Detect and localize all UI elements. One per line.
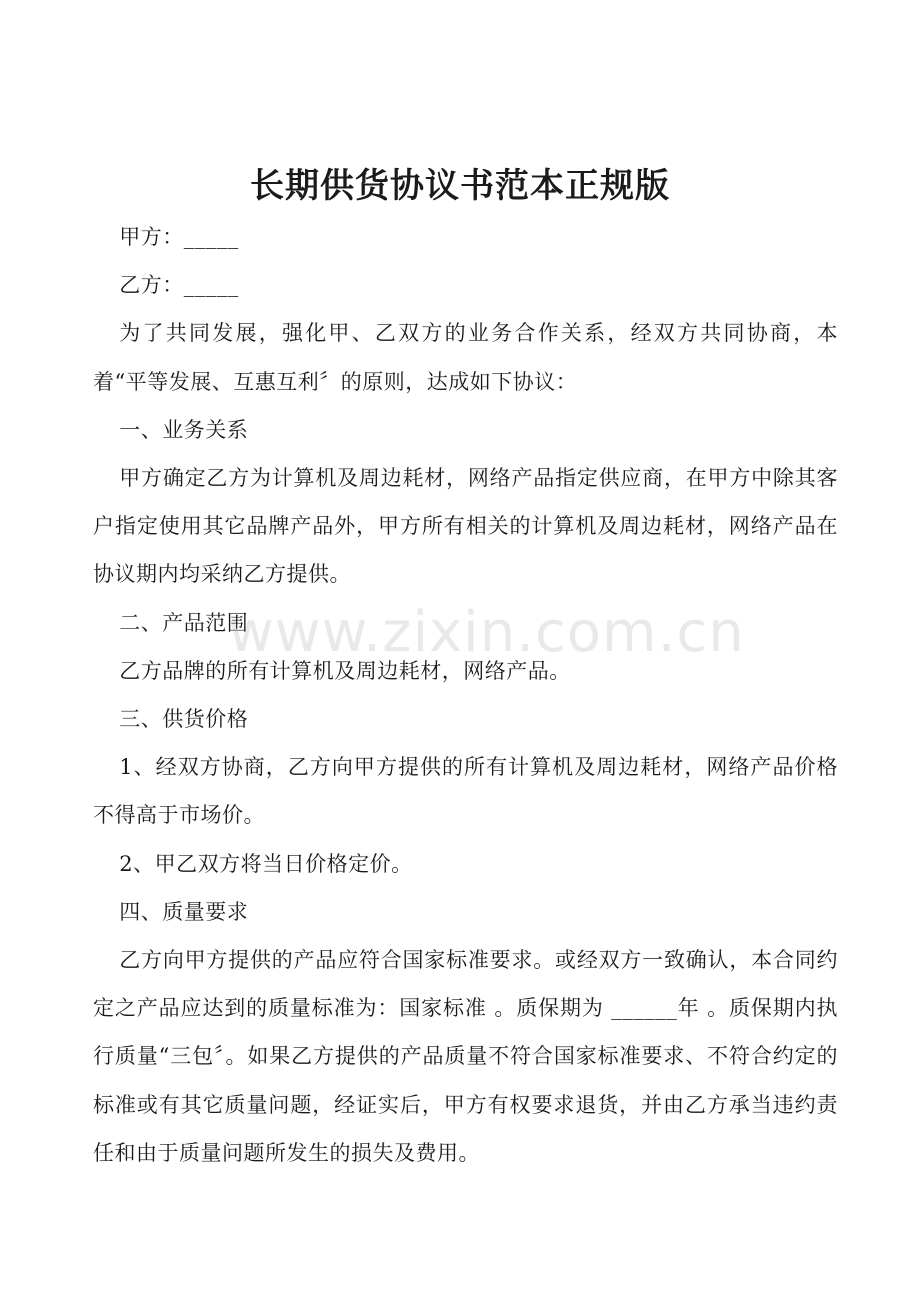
section-heading-quality-requirements: 四、质量要求 (119, 899, 249, 924)
document-body (93, 213, 838, 1177)
quality-requirements-paragraph: 乙方向甲方提供的产品应符合国家标准要求。或经双方一致确认，本合同约定之产品应达到的质量标准为：国家标准 。质保期为 ______年 。质保期内执行质量“三包〞。如果乙方提供的产品质量不符合国家标准要求、不符合约定的标准或有其它质量问题，经证实后，甲方有权要求退货，并由乙方承当违约责任和由于质量问题所发生的损失及费用。 (93, 948, 838, 1165)
party-b-line: 乙方：_____ (119, 273, 239, 298)
section-heading-product-scope: 二、产品范围 (119, 610, 249, 635)
section-heading-business-relationship: 一、业务关系 (119, 417, 249, 442)
party-a-line: 甲方：_____ (119, 225, 239, 249)
business-relationship-paragraph: 甲方确定乙方为计算机及周边耗材，网络产品指定供应商，在甲方中除其客户指定使用其它品牌产品外，甲方所有相关的计算机及周边耗材，网络产品在协议期内均采纳乙方提供。 (93, 466, 838, 587)
preamble-paragraph: 为了共同发展，强化甲、乙双方的业务合作关系，经双方共同协商，本着“平等发展、互惠互利〞的原则，达成如下协议： (93, 321, 838, 394)
supply-price-clause-1: 1、经双方协商，乙方向甲方提供的所有计算机及周边耗材，网络产品价格不得高于市场价。 (93, 755, 838, 828)
supply-price-clause-2: 2、甲乙双方将当日价格定价。 (119, 851, 413, 876)
section-heading-supply-price: 三、供货价格 (119, 707, 249, 732)
watermark-text: www.zixin.com.cn (228, 600, 745, 665)
document-title: 长期供货协议书范本正规版 (250, 166, 670, 206)
product-scope-paragraph: 乙方品牌的所有计算机及周边耗材，网络产品。 (119, 658, 571, 683)
